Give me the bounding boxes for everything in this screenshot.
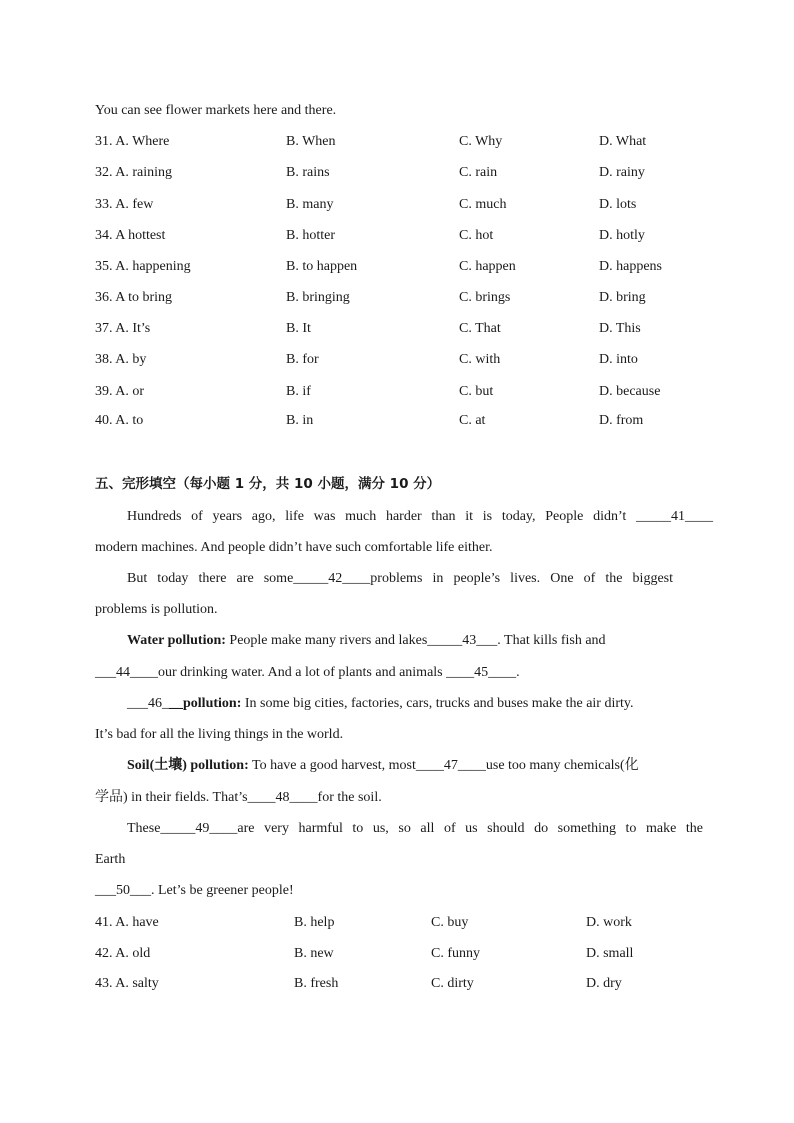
question-row bbox=[95, 382, 715, 402]
question-row bbox=[95, 163, 715, 183]
passage-text: To have a good harvest, most____47____use too many chemicals(化 bbox=[248, 758, 639, 773]
option-c: C. brings bbox=[459, 290, 511, 305]
passage-line: 学品) in their fields. That’s____48____for the soil. bbox=[95, 790, 382, 805]
paragraph-label: Water pollution: bbox=[127, 633, 226, 648]
question-row bbox=[95, 944, 715, 964]
option-d: D. because bbox=[599, 384, 661, 399]
option-c: C. much bbox=[459, 197, 507, 212]
option-b: B. in bbox=[286, 413, 314, 428]
intro-line: You can see flower markets here and there. bbox=[95, 103, 337, 118]
passage-line bbox=[127, 756, 639, 776]
option-d: D. What bbox=[599, 134, 647, 149]
option-a: 40. A. to bbox=[95, 413, 144, 428]
question-row bbox=[95, 257, 715, 277]
option-b: B. help bbox=[294, 915, 335, 930]
option-b: B. bringing bbox=[286, 290, 350, 305]
option-d: D. bring bbox=[599, 290, 646, 305]
option-c: C. at bbox=[459, 413, 486, 428]
question-row bbox=[95, 288, 715, 308]
option-d: D. happens bbox=[599, 259, 662, 274]
passage-line: problems is pollution. bbox=[95, 602, 218, 617]
option-d: D. lots bbox=[599, 197, 637, 212]
option-d: D. rainy bbox=[599, 165, 645, 180]
option-d: D. dry bbox=[586, 976, 622, 991]
option-b: B. new bbox=[294, 946, 334, 961]
option-d: D. small bbox=[586, 946, 634, 961]
option-d: D. This bbox=[599, 321, 641, 336]
passage-line: ___50___. Let’s be greener people! bbox=[95, 883, 294, 898]
option-c: C. Why bbox=[459, 134, 503, 149]
option-c: C. hot bbox=[459, 228, 494, 243]
passage-line bbox=[127, 631, 713, 651]
option-b: B. to happen bbox=[286, 259, 358, 274]
option-c: C. but bbox=[459, 384, 494, 399]
question-row bbox=[95, 319, 715, 339]
passage-line: Hundreds of years ago, life was much harder than it is today, People didn’t _____41____ bbox=[127, 509, 713, 524]
passage-line: These_____49____are very harmful to us, so all of us should do something to make the bbox=[127, 821, 703, 836]
paragraph-label: Soil(土壤) pollution: bbox=[127, 758, 249, 773]
option-a: 32. A. raining bbox=[95, 165, 172, 180]
option-a: 41. A. have bbox=[95, 915, 159, 930]
passage-line: ___44____our drinking water. And a lot of plants and animals ____45____. bbox=[95, 665, 520, 680]
option-d: D. hotly bbox=[599, 228, 645, 243]
option-a: 31. A. Where bbox=[95, 134, 170, 149]
question-row bbox=[95, 411, 715, 431]
passage-text: People make many rivers and lakes_____43___. That kills fish and bbox=[225, 633, 606, 648]
option-c: C. funny bbox=[431, 946, 480, 961]
question-row bbox=[95, 132, 715, 152]
option-c: C. dirty bbox=[431, 976, 474, 991]
option-c: C. That bbox=[459, 321, 501, 336]
option-a: 35. A. happening bbox=[95, 259, 191, 274]
blank-underline: __ bbox=[169, 696, 183, 711]
option-b: B. When bbox=[286, 134, 336, 149]
option-a: 43. A. salty bbox=[95, 976, 159, 991]
option-a: 42. A. old bbox=[95, 946, 151, 961]
passage-line: It’s bad for all the living things in the world. bbox=[95, 727, 344, 742]
section-heading: 五、完形填空（每小题 1 分，共 10 小题，满分 10 分） bbox=[95, 476, 441, 492]
blank: ___46_ bbox=[127, 696, 169, 711]
passage-line bbox=[127, 694, 634, 714]
option-b: B. hotter bbox=[286, 228, 335, 243]
passage-line: But today there are some_____42____problems in people’s lives. One of the biggest bbox=[127, 571, 673, 586]
option-b: B. rains bbox=[286, 165, 330, 180]
option-d: D. from bbox=[599, 413, 644, 428]
option-b: B. many bbox=[286, 197, 334, 212]
option-a: 38. A. by bbox=[95, 352, 147, 367]
option-a: 36. A to bring bbox=[95, 290, 173, 305]
passage-line: modern machines. And people didn’t have such comfortable life either. bbox=[95, 540, 493, 555]
option-b: B. It bbox=[286, 321, 311, 336]
option-a: 37. A. It’s bbox=[95, 321, 151, 336]
option-a: 39. A. or bbox=[95, 384, 144, 399]
option-c: C. with bbox=[459, 352, 501, 367]
paragraph-label: pollution: bbox=[183, 696, 242, 711]
option-b: B. for bbox=[286, 352, 319, 367]
option-c: C. rain bbox=[459, 165, 498, 180]
question-row bbox=[95, 195, 715, 215]
option-b: B. fresh bbox=[294, 976, 339, 991]
question-row bbox=[95, 913, 715, 933]
option-a: 33. A. few bbox=[95, 197, 154, 212]
passage-line: Earth bbox=[95, 852, 126, 867]
question-row bbox=[95, 226, 715, 246]
question-row bbox=[95, 974, 715, 994]
option-a: 34. A hottest bbox=[95, 228, 166, 243]
option-d: D. work bbox=[586, 915, 632, 930]
option-b: B. if bbox=[286, 384, 311, 399]
passage-text: In some big cities, factories, cars, trucks and buses make the air dirty. bbox=[241, 696, 634, 711]
option-c: C. buy bbox=[431, 915, 469, 930]
option-d: D. into bbox=[599, 352, 638, 367]
option-c: C. happen bbox=[459, 259, 516, 274]
question-row bbox=[95, 350, 715, 370]
